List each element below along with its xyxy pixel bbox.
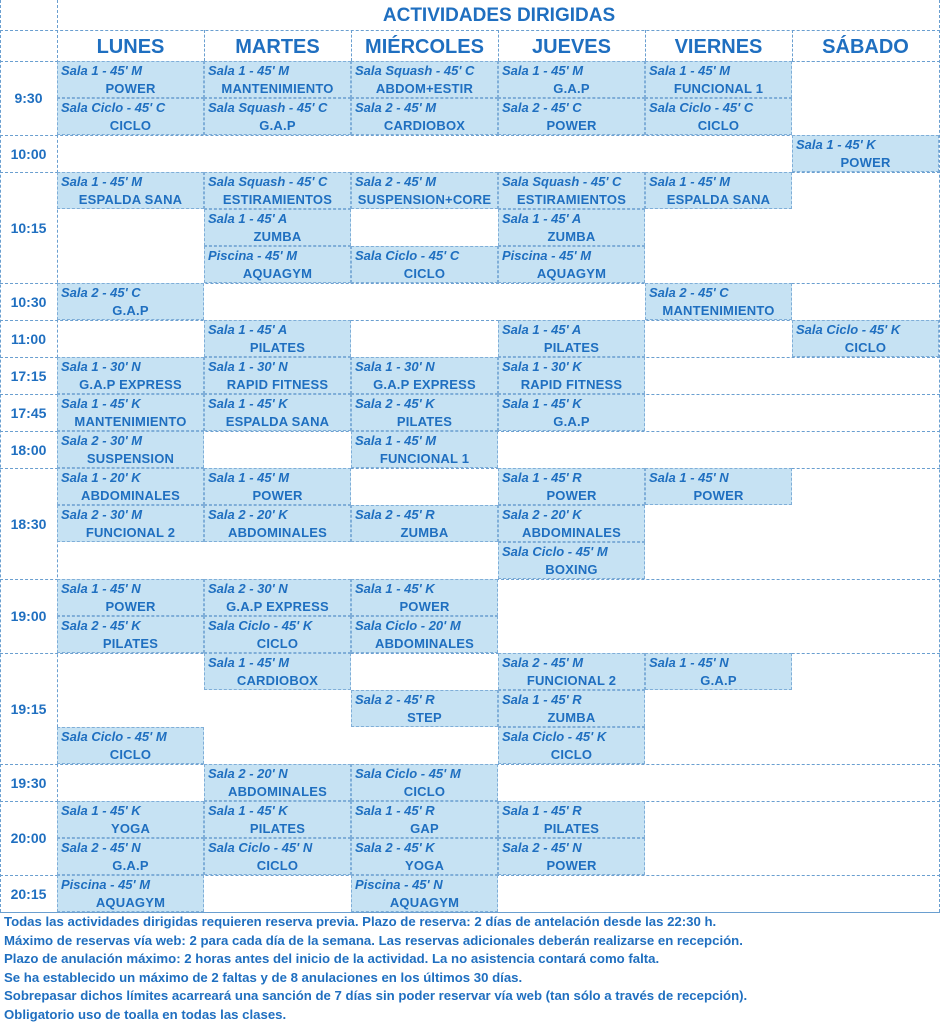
activity-cell xyxy=(351,61,498,98)
time-label: 20:15 xyxy=(10,885,47,902)
activity-name: PILATES xyxy=(249,340,306,355)
activity-cell xyxy=(645,468,792,505)
footer-line: Plazo de anulación máximo: 2 horas antes del inicio de la actividad. La no asistencia contará como falta. xyxy=(4,951,660,967)
activity-cell xyxy=(204,653,351,690)
activity-cell xyxy=(57,468,204,505)
time-label: 19:30 xyxy=(10,774,47,791)
activity-name: CICLO xyxy=(109,118,152,133)
grid-line xyxy=(0,0,1,912)
activity-room: Sala 1 - 45' N xyxy=(649,655,729,670)
activity-room: Piscina - 45' M xyxy=(502,248,592,263)
time-label: 10:30 xyxy=(10,293,47,310)
activity-room: Sala 2 - 20' N xyxy=(208,766,288,781)
activity-cell xyxy=(351,357,498,394)
activity-name: G.A.P xyxy=(112,858,149,873)
activity-room: Sala 1 - 30' N xyxy=(208,359,288,374)
day-header: MARTES xyxy=(235,36,320,58)
activity-room: Sala 2 - 45' C xyxy=(61,285,141,300)
activity-room: Sala 1 - 45' A xyxy=(208,211,288,226)
activity-room: Sala 2 - 45' N xyxy=(502,840,582,855)
activity-cell xyxy=(498,468,645,505)
footer-line: Se ha establecido un máximo de 2 faltas y de 8 anulaciones en los últimos 30 días. xyxy=(4,969,523,985)
activity-cell xyxy=(645,98,792,135)
activity-room: Sala Ciclo - 45' K xyxy=(796,322,901,337)
activity-cell xyxy=(204,616,351,653)
activity-cell xyxy=(351,764,498,801)
activity-cell xyxy=(57,98,204,135)
activity-name: G.A.P xyxy=(553,81,590,96)
activity-room: Sala 1 - 30' K xyxy=(502,359,582,374)
activity-room: Sala 1 - 45' R xyxy=(502,470,582,485)
schedule-title: ACTIVIDADES DIRIGIDAS xyxy=(382,5,616,26)
activity-name: FUNCIONAL 1 xyxy=(673,81,764,96)
activity-room: Sala 1 - 45' M xyxy=(61,174,143,189)
activity-room: Sala 1 - 45' R xyxy=(355,803,435,818)
activity-cell xyxy=(351,579,498,616)
activity-name: G.A.P xyxy=(553,414,590,429)
activity-cell xyxy=(57,431,204,468)
activity-cell xyxy=(351,246,498,283)
activity-room: Sala 2 - 45' M xyxy=(355,100,437,115)
activity-name: CICLO xyxy=(550,747,593,762)
day-header: SÁBADO xyxy=(822,36,909,58)
activity-name: ABDOMINALES xyxy=(375,636,474,651)
time-label: 18:00 xyxy=(10,441,47,458)
activity-cell xyxy=(351,616,498,653)
activity-room: Piscina - 45' N xyxy=(355,877,443,892)
activity-name: G.A.P xyxy=(259,118,296,133)
activity-name: PILATES xyxy=(102,636,159,651)
time-label: 11:00 xyxy=(10,330,47,347)
time-label: 20:00 xyxy=(10,830,47,846)
activity-cell xyxy=(57,394,204,431)
activity-cell xyxy=(792,135,939,172)
activity-cell xyxy=(204,801,351,838)
activity-name: ABDOM+ESTIR xyxy=(375,81,474,96)
activity-room: Sala 1 - 45' R xyxy=(502,803,582,818)
activity-name: POWER xyxy=(399,599,450,614)
activity-name: PILATES xyxy=(249,821,306,836)
activity-cell xyxy=(351,801,498,838)
activity-name: FUNCIONAL 2 xyxy=(85,525,176,540)
activity-room: Sala 2 - 45' K xyxy=(355,396,435,411)
activity-cell xyxy=(498,505,645,542)
activity-name: BOXING xyxy=(545,562,598,577)
activity-name: ABDOMINALES xyxy=(81,488,180,503)
time-label: 17:45 xyxy=(10,404,47,421)
activity-room: Sala 1 - 45' N xyxy=(61,581,141,596)
activity-cell xyxy=(351,875,498,912)
activity-name: AQUAGYM xyxy=(95,895,166,910)
activity-name: RAPID FITNESS xyxy=(226,377,329,392)
activity-name: CARDIOBOX xyxy=(236,673,319,688)
activity-cell xyxy=(57,616,204,653)
activity-room: Sala 2 - 45' M xyxy=(502,655,584,670)
activity-name: FUNCIONAL 2 xyxy=(526,673,617,688)
activity-name: CICLO xyxy=(403,266,446,281)
activity-name: ZUMBA xyxy=(547,710,596,725)
activity-name: ESPALDA SANA xyxy=(666,192,771,207)
activity-cell xyxy=(204,320,351,357)
time-label: 17:15 xyxy=(10,367,47,384)
activity-name: G.A.P EXPRESS xyxy=(373,377,476,392)
activity-cell xyxy=(57,875,204,912)
activity-cell xyxy=(498,801,645,838)
activity-cell xyxy=(204,505,351,542)
footer-line: Obligatorio uso de toalla en todas las clases. xyxy=(4,1006,287,1022)
time-label: 9:30 xyxy=(14,90,43,106)
activity-room: Sala Ciclo - 45' N xyxy=(208,840,313,855)
activity-name: PILATES xyxy=(543,340,600,355)
activity-cell xyxy=(57,801,204,838)
time-label: 19:15 xyxy=(10,700,47,717)
activity-room: Sala 2 - 45' R xyxy=(355,507,435,522)
activity-cell xyxy=(792,320,939,357)
activity-room: Sala 1 - 45' K xyxy=(208,396,288,411)
activity-cell xyxy=(645,61,792,98)
grid-line xyxy=(0,653,940,654)
time-label: 18:30 xyxy=(10,515,47,532)
activity-room: Sala 1 - 45' K xyxy=(61,396,141,411)
activity-name: POWER xyxy=(840,155,891,170)
activity-name: ABDOMINALES xyxy=(228,525,327,540)
activity-room: Sala 2 - 30' M xyxy=(61,507,143,522)
activity-room: Sala 1 - 45' M xyxy=(649,174,731,189)
activity-room: Sala 1 - 45' K xyxy=(208,803,288,818)
time-label: 10:15 xyxy=(10,219,47,236)
activity-cell xyxy=(498,838,645,875)
day-header: VIERNES xyxy=(674,36,763,58)
grid-line xyxy=(645,30,646,61)
activity-room: Sala Squash - 45' C xyxy=(502,174,622,189)
activity-cell xyxy=(498,394,645,431)
footer-line: Todas las actividades dirigidas requieren reserva previa. Plazo de reserva: 2 días de antelación desde las 22:30 h. xyxy=(4,914,717,929)
activity-cell xyxy=(498,357,645,394)
activity-name: SUSPENSION xyxy=(86,451,175,466)
activity-room: Sala 1 - 45' K xyxy=(796,137,876,152)
activity-room: Sala 1 - 45' A xyxy=(502,322,582,337)
activity-room: Sala 2 - 45' C xyxy=(649,285,729,300)
activity-room: Sala 2 - 20' K xyxy=(502,507,582,522)
activity-cell xyxy=(351,431,498,468)
activity-cell xyxy=(57,357,204,394)
activity-cell xyxy=(351,690,498,727)
activity-name: PILATES xyxy=(543,821,600,836)
activity-room: Sala 1 - 45' M xyxy=(208,63,290,78)
activity-room: Piscina - 45' M xyxy=(208,248,298,263)
activity-name: YOGA xyxy=(110,821,151,836)
activity-name: MANTENIMIENTO xyxy=(74,414,187,429)
activity-room: Sala 1 - 45' A xyxy=(502,211,582,226)
activity-cell xyxy=(645,172,792,209)
activity-cell xyxy=(498,542,645,579)
activity-name: G.A.P EXPRESS xyxy=(226,599,329,614)
activity-room: Sala Squash - 45' C xyxy=(208,174,328,189)
grid-line xyxy=(792,30,793,61)
activity-room: Sala 1 - 45' K xyxy=(61,803,141,818)
activity-name: CICLO xyxy=(403,784,446,799)
activity-name: AQUAGYM xyxy=(389,895,460,910)
footer-notes xyxy=(0,912,940,1025)
activity-name: CICLO xyxy=(109,747,152,762)
activity-name: CARDIOBOX xyxy=(383,118,466,133)
activity-room: Sala Ciclo - 45' C xyxy=(649,100,754,115)
activity-room: Sala 1 - 30' N xyxy=(355,359,435,374)
activity-name: AQUAGYM xyxy=(536,266,607,281)
activity-cell xyxy=(204,764,351,801)
activity-room: Sala Ciclo - 45' C xyxy=(355,248,460,263)
activity-name: POWER xyxy=(105,81,156,96)
activity-room: Sala Ciclo - 20' M xyxy=(355,618,461,633)
activity-cell xyxy=(204,61,351,98)
activity-room: Sala 1 - 45' M xyxy=(208,655,290,670)
activity-name: G.A.P EXPRESS xyxy=(79,377,182,392)
grid-line xyxy=(351,30,352,61)
activity-room: Sala Ciclo - 45' M xyxy=(61,729,167,744)
activity-name: YOGA xyxy=(404,858,445,873)
footer-line: Máximo de reservas vía web: 2 para cada día de la semana. Las reservas adicionales deberán realizarse en recepción. xyxy=(4,932,743,948)
activity-cell xyxy=(498,172,645,209)
activity-cell xyxy=(498,61,645,98)
activity-cell xyxy=(57,283,204,320)
activity-cell xyxy=(57,727,204,764)
activity-cell xyxy=(351,505,498,542)
activity-room: Sala 2 - 30' N xyxy=(208,581,288,596)
activity-room: Sala 1 - 45' A xyxy=(208,322,288,337)
activity-name: RAPID FITNESS xyxy=(520,377,623,392)
activity-name: POWER xyxy=(105,599,156,614)
activity-cell xyxy=(498,209,645,246)
day-header: LUNES xyxy=(96,36,165,58)
activity-room: Sala 1 - 45' M xyxy=(355,433,437,448)
grid-line xyxy=(204,30,205,61)
activity-room: Sala Ciclo - 45' K xyxy=(502,729,607,744)
activity-cell xyxy=(498,690,645,727)
activity-name: CICLO xyxy=(844,340,887,355)
activity-cell xyxy=(351,838,498,875)
footer-line: Sobrepasar dichos límites acarreará una sanción de 7 días sin poder reservar vía web (tan sólo a través de recepción). xyxy=(4,988,748,1004)
activity-cell xyxy=(498,246,645,283)
activity-cell xyxy=(204,394,351,431)
activity-cell xyxy=(351,98,498,135)
activity-name: G.A.P xyxy=(112,303,149,318)
activity-cell xyxy=(204,468,351,505)
activity-room: Sala 2 - 45' N xyxy=(61,840,141,855)
activity-room: Sala 1 - 30' N xyxy=(61,359,141,374)
activity-cell xyxy=(204,172,351,209)
time-label: 19:00 xyxy=(10,608,47,624)
activity-room: Sala 1 - 45' M xyxy=(208,470,290,485)
activity-room: Sala Ciclo - 45' M xyxy=(502,544,608,559)
activity-cell xyxy=(351,394,498,431)
activity-name: ZUMBA xyxy=(400,525,449,540)
activity-name: MANTENIMIENTO xyxy=(221,81,334,96)
grid-line xyxy=(498,30,499,61)
time-label: 10:00 xyxy=(10,145,47,162)
activity-cell xyxy=(57,838,204,875)
activity-name: POWER xyxy=(546,858,597,873)
activity-room: Piscina - 45' M xyxy=(61,877,151,892)
activity-name: MANTENIMIENTO xyxy=(662,303,775,318)
activity-room: Sala 2 - 45' R xyxy=(355,692,435,707)
activity-name: ESTIRAMIENTOS xyxy=(222,192,333,207)
activity-room: Sala 2 - 45' C xyxy=(502,100,582,115)
activity-cell xyxy=(498,320,645,357)
activity-room: Sala 2 - 45' K xyxy=(355,840,435,855)
activity-name: ZUMBA xyxy=(547,229,596,244)
activity-name: ESPALDA SANA xyxy=(78,192,183,207)
activity-room: Sala 2 - 20' K xyxy=(208,507,288,522)
activity-cell xyxy=(204,579,351,616)
activity-cell xyxy=(204,98,351,135)
activity-name: POWER xyxy=(546,488,597,503)
day-header: MIÉRCOLES xyxy=(365,36,484,58)
activity-room: Sala 1 - 45' M xyxy=(649,63,731,78)
activity-name: ZUMBA xyxy=(253,229,302,244)
activity-room: Sala Ciclo - 45' K xyxy=(208,618,313,633)
activity-room: Sala 1 - 45' K xyxy=(502,396,582,411)
activity-room: Sala 1 - 20' K xyxy=(61,470,141,485)
activity-name: CICLO xyxy=(256,858,299,873)
activity-room: Sala 2 - 45' K xyxy=(61,618,141,633)
activity-cell xyxy=(204,838,351,875)
activity-name: POWER xyxy=(546,118,597,133)
activity-room: Sala Squash - 45' C xyxy=(355,63,475,78)
activity-cell xyxy=(57,61,204,98)
activity-room: Sala Squash - 45' C xyxy=(208,100,328,115)
activity-cell xyxy=(645,283,792,320)
day-header: JUEVES xyxy=(532,36,611,58)
activity-name: GAP xyxy=(410,821,439,836)
activity-room: Sala 1 - 45' M xyxy=(502,63,584,78)
grid-line xyxy=(0,30,940,31)
activity-cell xyxy=(204,357,351,394)
activity-name: POWER xyxy=(252,488,303,503)
activity-name: POWER xyxy=(693,488,744,503)
activity-room: Sala 1 - 45' M xyxy=(61,63,143,78)
activity-name: ABDOMINALES xyxy=(522,525,621,540)
activity-name: ESPALDA SANA xyxy=(225,414,330,429)
activity-cell xyxy=(351,172,498,209)
activity-cell xyxy=(57,172,204,209)
activity-cell xyxy=(57,505,204,542)
activity-name: CICLO xyxy=(697,118,740,133)
activity-name: ABDOMINALES xyxy=(228,784,327,799)
activity-cell xyxy=(498,727,645,764)
activity-room: Sala 1 - 45' N xyxy=(649,470,729,485)
activity-name: SUSPENSION+CORE xyxy=(357,192,492,207)
activity-name: FUNCIONAL 1 xyxy=(379,451,470,466)
activity-cell xyxy=(498,653,645,690)
activity-room: Sala Ciclo - 45' C xyxy=(61,100,166,115)
activity-cell xyxy=(645,653,792,690)
activity-cell xyxy=(204,246,351,283)
activity-name: CICLO xyxy=(256,636,299,651)
activity-name: STEP xyxy=(407,710,442,725)
activity-name: AQUAGYM xyxy=(242,266,313,281)
activity-name: PILATES xyxy=(396,414,453,429)
activity-room: Sala 1 - 45' R xyxy=(502,692,582,707)
activity-name: ESTIRAMIENTOS xyxy=(516,192,627,207)
activity-cell xyxy=(204,209,351,246)
activity-name: G.A.P xyxy=(700,673,737,688)
activity-room: Sala Ciclo - 45' M xyxy=(355,766,461,781)
activity-room: Sala 2 - 45' M xyxy=(355,174,437,189)
activity-room: Sala 2 - 30' M xyxy=(61,433,143,448)
activity-cell xyxy=(498,98,645,135)
activity-room: Sala 1 - 45' K xyxy=(355,581,435,596)
activity-cell xyxy=(57,579,204,616)
